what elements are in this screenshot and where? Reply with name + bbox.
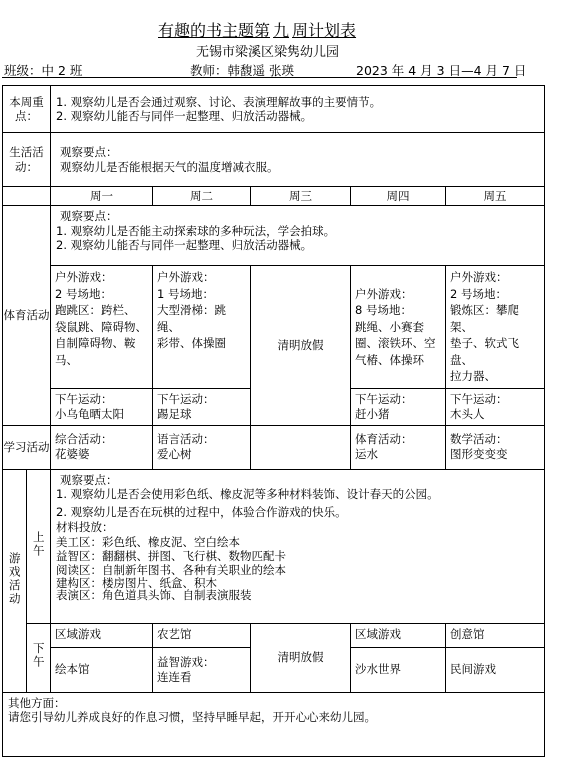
sports-tue: 户外游戏： 1 号场地： 大型滑梯：跳绳、 彩带、体操圈	[153, 266, 251, 389]
day-thu: 周四	[351, 187, 446, 206]
materials-heading: 材料投放：	[56, 519, 114, 534]
sports-thu: 户外游戏： 8 号场地： 跳绳、小赛套 圈、滚铁环、空 气椿、体操环	[351, 266, 446, 389]
study-fri: 数学活动： 图形变变变	[446, 425, 545, 469]
games-pm-tue-1: 农艺馆	[153, 623, 251, 647]
days-row	[3, 187, 545, 206]
weekly-plan-table	[2, 85, 545, 757]
sports-heading-row	[3, 206, 545, 266]
study-row	[3, 425, 545, 469]
materials-2: 益智区：翻翻棋、拼图、飞行棋、数物匹配卡	[56, 549, 286, 564]
life-heading: 观察要点：	[60, 145, 118, 159]
games-am-row	[3, 469, 545, 623]
games-pm-thu-2: 沙水世界	[351, 647, 446, 692]
games-line-2: 2. 观察幼儿是否在玩棋的过程中，体验合作游戏的快乐。	[56, 505, 347, 520]
week-number: 九	[273, 21, 290, 40]
focus-row	[3, 86, 545, 133]
kindergarten-name: 无锡市梁溪区梁隽幼儿园	[196, 45, 340, 60]
sports-line-2: 2. 观察幼儿能否与同伴一起整理、归放活动器械。	[56, 238, 313, 252]
games-pm-thu-1: 区域游戏	[351, 623, 446, 647]
study-thu: 体育活动： 运水	[351, 425, 446, 469]
games-pm-wed-holiday: 清明放假	[251, 623, 351, 692]
games-label: 游戏活动	[3, 469, 27, 692]
games-pm-label: 下午	[27, 623, 51, 692]
other-text: 请您引导幼儿养成良好的作息习惯，坚持早睡早起，开开心心来幼儿园。	[8, 710, 376, 724]
date-range: 2023 年 4 月 3 日—4 月 7 日	[356, 63, 527, 78]
life-label: 生活活动：	[3, 133, 51, 187]
teacher-label: 教师：韩馥遥 张瑛	[190, 63, 294, 78]
page-title	[158, 18, 356, 41]
games-pm-tue-2: 益智游戏： 连连看	[153, 647, 251, 692]
games-pm-fri-1: 创意馆	[446, 623, 545, 647]
header-underline	[2, 77, 517, 78]
games-pm-fri-2: 民间游戏	[446, 647, 545, 692]
games-line-1: 1. 观察幼儿是否会使用彩色纸、橡皮泥等多种材料装饰、设计春天的公园。	[56, 487, 439, 502]
day-fri: 周五	[446, 187, 545, 206]
title-suffix: 周计划表	[292, 21, 357, 40]
day-tue: 周二	[153, 187, 251, 206]
day-wed: 周三	[251, 187, 351, 206]
title-prefix: 有趣的书主题第	[158, 21, 271, 40]
sports-wed-holiday: 清明放假	[251, 266, 351, 426]
life-row	[3, 133, 545, 187]
focus-line-1: 1. 观察幼儿是否会通过观察、讨论、表演理解故事的主要情节。	[56, 94, 382, 109]
games-pm-mon-2: 绘本馆	[51, 647, 153, 692]
materials-1: 美工区：彩色纸、橡皮泥、空白绘本	[56, 534, 240, 549]
other-label: 其他方面：	[8, 695, 66, 710]
focus-line-2: 2. 观察幼儿能否与同伴一起整理、归放活动器械。	[56, 109, 313, 123]
sports-pm-mon: 下午运动： 小乌龟晒太阳	[51, 388, 153, 425]
class-label: 班级：中 2 班	[4, 63, 83, 78]
games-pm-row-1	[3, 623, 545, 647]
sports-pm-fri: 下午运动： 木头人	[446, 388, 545, 425]
sports-label: 体育活动	[3, 206, 51, 426]
games-pm-mon-1: 区域游戏	[51, 623, 153, 647]
study-wed	[251, 425, 351, 469]
games-am-label: 上午	[27, 469, 51, 623]
materials-3: 阅读区：自制新年图书、各种有关职业的绘本	[56, 563, 286, 578]
sports-pm-thu: 下午运动： 赶小猪	[351, 388, 446, 425]
day-mon: 周一	[51, 187, 153, 206]
sports-outdoor-row	[3, 266, 545, 389]
materials-5: 表演区：角色道具头饰、自制表演服装	[56, 588, 252, 603]
games-heading: 观察要点：	[60, 472, 118, 487]
other-row	[3, 692, 545, 756]
study-tue: 语言活动： 爱心树	[153, 425, 251, 469]
study-label: 学习活动	[3, 425, 51, 469]
sports-heading: 观察要点：	[60, 209, 118, 223]
sports-pm-tue: 下午运动： 踢足球	[153, 388, 251, 425]
focus-label: 本周重点：	[3, 86, 51, 133]
life-line: 观察幼儿是否能根据天气的温度增减衣服。	[60, 159, 279, 174]
sports-mon: 户外游戏： 2 号场地： 跑跳区：跨栏、 袋鼠跳、障碍物、 自制障碍物、鞍 马、	[51, 266, 153, 389]
sports-line-1: 1. 观察幼儿是否能主动探索球的多种玩法，学会拍球。	[56, 223, 336, 238]
materials-4: 建构区：楼房图片、纸盒、积木	[56, 575, 217, 590]
study-mon: 综合活动： 花婆婆	[51, 425, 153, 469]
sports-fri: 户外游戏： 2 号场地： 锻炼区：攀爬架、 垫子、软式飞盘、 拉力器、	[446, 266, 545, 389]
